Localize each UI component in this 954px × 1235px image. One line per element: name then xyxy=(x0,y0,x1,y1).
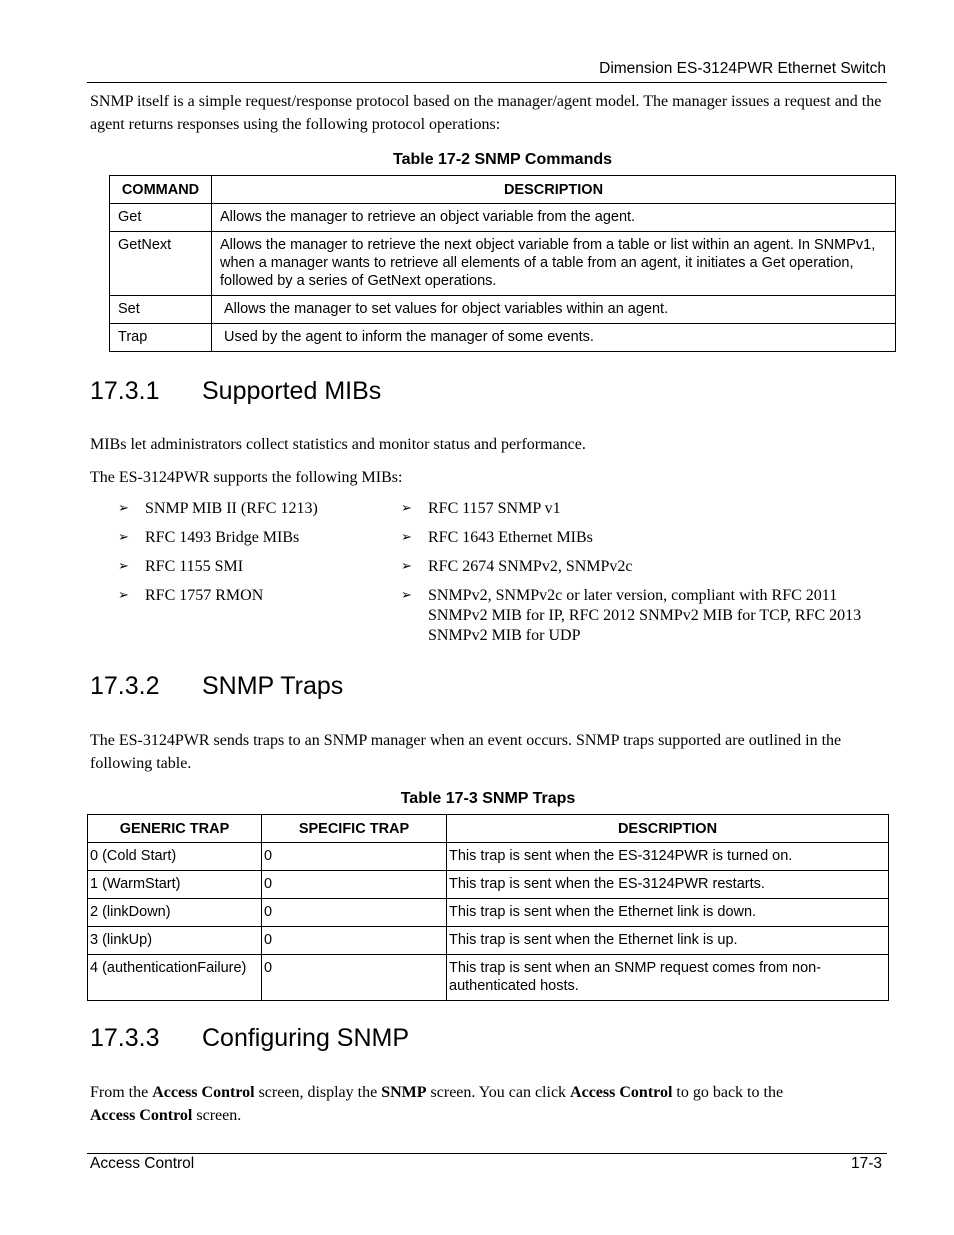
command-cell: Set xyxy=(110,296,212,324)
table-row xyxy=(88,899,889,927)
access-control-emphasis: Access Control xyxy=(152,1084,255,1101)
specific-trap-cell: 0 xyxy=(262,927,447,955)
text-run: screen. You can click xyxy=(426,1084,571,1101)
text-run: From the xyxy=(90,1084,153,1101)
specific-trap-cell: 0 xyxy=(262,899,447,927)
description-cell: This trap is sent when the Ethernet link is up. xyxy=(447,927,889,955)
table-row xyxy=(88,927,889,955)
description-cell: This trap is sent when the Ethernet link is down. xyxy=(447,899,889,927)
description-cell: This trap is sent when the ES-3124PWR restarts. xyxy=(447,871,889,899)
table-row xyxy=(110,296,896,324)
table-row xyxy=(110,204,896,232)
arrow-bullet-icon: ➢ xyxy=(118,501,129,516)
specific-trap-cell: 0 xyxy=(262,871,447,899)
column-header-description: DESCRIPTION xyxy=(447,815,889,843)
mibs-support-paragraph: The ES-3124PWR supports the following MIBs: xyxy=(90,469,403,486)
generic-trap-cell: 0 (Cold Start) xyxy=(88,843,262,871)
text-run: to go back to the xyxy=(672,1084,784,1101)
section-title: Configuring SNMP xyxy=(202,1024,410,1052)
description-cell: This trap is sent when the ES-3124PWR is turned on. xyxy=(447,843,889,871)
generic-trap-cell: 4 (authenticationFailure) xyxy=(88,955,262,1001)
list-item xyxy=(401,586,871,646)
page-header-title: Dimension ES-3124PWR Ethernet Switch xyxy=(599,60,886,77)
description-cell: Used by the agent to inform the manager of some events. xyxy=(212,324,896,352)
list-item-text: RFC 1757 RMON xyxy=(145,587,264,604)
table-row xyxy=(88,955,889,1001)
section-heading-configuring-snmp xyxy=(90,1024,790,1054)
generic-trap-cell: 1 (WarmStart) xyxy=(88,871,262,899)
table-header-row xyxy=(110,176,896,204)
arrow-bullet-icon: ➢ xyxy=(118,588,129,603)
arrow-bullet-icon: ➢ xyxy=(401,530,412,545)
access-control-emphasis: Access Control xyxy=(570,1084,673,1101)
arrow-bullet-icon: ➢ xyxy=(401,588,412,603)
footer-chapter: Access Control xyxy=(90,1155,195,1172)
access-control-emphasis: Access Control xyxy=(90,1107,193,1124)
description-cell: Allows the manager to retrieve an object variable from the agent. xyxy=(212,204,896,232)
table-row xyxy=(88,843,889,871)
command-cell: Trap xyxy=(110,324,212,352)
arrow-bullet-icon: ➢ xyxy=(118,559,129,574)
list-item-text: SNMPv2, SNMPv2c or later version, compliant with RFC 2011 SNMPv2 MIB for IP, RFC 2012 SNMPv2 MIB for TCP, RFC 2013 SNMPv2 MIB for UDP xyxy=(428,587,862,644)
snmp-commands-table xyxy=(109,175,896,352)
snmp-emphasis: SNMP xyxy=(381,1084,427,1101)
section-number: 17.3.2 xyxy=(90,672,160,700)
text-run: screen. xyxy=(192,1107,242,1124)
description-cell: Allows the manager to set values for object variables within an agent. xyxy=(212,296,896,324)
header-rule xyxy=(87,82,887,83)
section-number: 17.3.1 xyxy=(90,377,160,405)
column-header-generic-trap: GENERIC TRAP xyxy=(88,815,262,843)
column-header-command: COMMAND xyxy=(110,176,212,204)
section-title: Supported MIBs xyxy=(202,377,382,405)
table-row xyxy=(110,232,896,296)
list-item-text: RFC 1493 Bridge MIBs xyxy=(145,529,300,546)
list-item-text: RFC 1643 Ethernet MIBs xyxy=(428,529,593,546)
section-number: 17.3.3 xyxy=(90,1024,160,1052)
column-header-specific-trap: SPECIFIC TRAP xyxy=(262,815,447,843)
table-header-row xyxy=(88,815,889,843)
arrow-bullet-icon: ➢ xyxy=(118,530,129,545)
column-header-description: DESCRIPTION xyxy=(212,176,896,204)
list-item-text: RFC 2674 SNMPv2, SNMPv2c xyxy=(428,558,633,575)
command-cell: Get xyxy=(110,204,212,232)
description-cell: This trap is sent when an SNMP request comes from non-authenticated hosts. xyxy=(447,955,889,1001)
list-item-text: SNMP MIB II (RFC 1213) xyxy=(145,500,318,517)
specific-trap-cell: 0 xyxy=(262,955,447,1001)
table-commands-caption: Table 17-2 SNMP Commands xyxy=(392,151,613,168)
section-heading-supported-mibs xyxy=(90,377,790,407)
list-item-text: RFC 1157 SNMP v1 xyxy=(428,500,561,517)
table-row xyxy=(110,324,896,352)
list-item-text: RFC 1155 SMI xyxy=(145,558,244,575)
command-cell: GetNext xyxy=(110,232,212,296)
mibs-paragraph: MIBs let administrators collect statistics and monitor status and performance. xyxy=(90,436,586,453)
generic-trap-cell: 3 (linkUp) xyxy=(88,927,262,955)
generic-trap-cell: 2 (linkDown) xyxy=(88,899,262,927)
table-row xyxy=(88,871,889,899)
arrow-bullet-icon: ➢ xyxy=(401,501,412,516)
intro-paragraph: SNMP itself is a simple request/response protocol based on the manager/agent model. The manager issues a request and the agent returns responses using the following protocol operations: xyxy=(90,93,882,133)
table-traps-caption: Table 17-3 SNMP Traps xyxy=(400,790,576,807)
traps-paragraph: The ES-3124PWR sends traps to an SNMP manager when an event occurs. SNMP traps supported are outlined in the following table. xyxy=(90,732,842,772)
footer-page-number: 17-3 xyxy=(850,1155,882,1172)
arrow-bullet-icon: ➢ xyxy=(401,559,412,574)
footer-rule xyxy=(87,1153,887,1154)
section-title: SNMP Traps xyxy=(202,672,344,700)
description-cell: Allows the manager to retrieve the next object variable from a table or list within an agent. In SNMPv1, when a manager wants to retrieve all elements of a table from an agent, it initiates a Get operation, followed by a series of GetNext operations. xyxy=(212,232,896,296)
snmp-traps-table xyxy=(87,814,889,1001)
text-run: screen, display the xyxy=(254,1084,382,1101)
specific-trap-cell: 0 xyxy=(262,843,447,871)
configuring-paragraph xyxy=(90,1081,890,1127)
section-heading-snmp-traps xyxy=(90,672,790,702)
